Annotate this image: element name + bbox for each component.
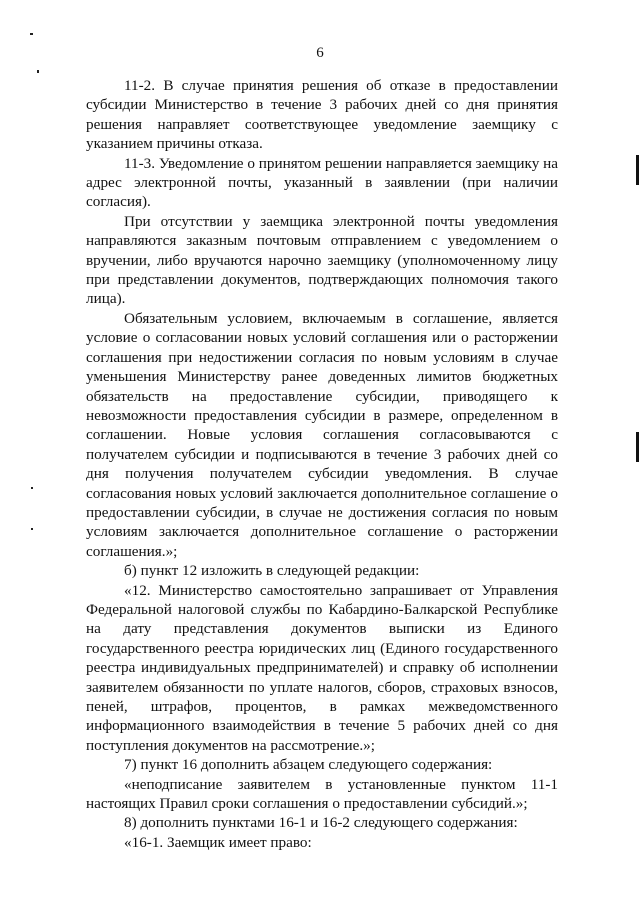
body-text xyxy=(86,76,558,852)
paragraph: 7) пункт 16 дополнить абзацем следующего содержания: xyxy=(124,756,493,774)
paragraph: Обязательным условием, включаемым в соглашение, является условие о согласовании новых условий соглашения или о расторжении соглашения при недостижении согласия по новым условиям в случае уменьшения Министерству ранее доведенных лимитов бюджетных обязательств на предоставление субсидии, приводящего к невозможности предоставления субсидии в размере, определенном в соглашении. Новые условия соглашения согласовываются с получателем субсидии и подписываются в течение 3 рабочих дней со дня получения получателем субсидии уведомления. В случае согласования новых условий заключается дополнительное соглашение о предоставлении субсидии, в случае не достижения согласия по новым условиям заключается дополнительное соглашение о расторжении соглашения.»; xyxy=(86,309,558,560)
scan-mark xyxy=(30,33,33,35)
paragraph: «неподписание заявителем в установленные пунктом 11-1 настоящих Правил сроки соглашения о предоставлении субсидий.»; xyxy=(86,775,558,813)
paragraph: 11-3. Уведомление о принятом решении направляется заемщику на адрес электронной почты, указанный в заявлении (при наличии согласия). xyxy=(86,154,558,211)
edge-bar xyxy=(636,432,639,462)
paragraph: «12. Министерство самостоятельно запрашивает от Управления Федеральной налоговой службы по Кабардино-Балкарской Республике на дату представления документов выписки из Единого государственного реестра юридических лиц (Единого государственного реестра индивидуальных предпринимателей) и справку об исполнении заявителем обязанности по уплате налогов, сборов, страховых взносов, пеней, штрафов, процентов, в рамках межведомственного информационного взаимодействия в течение 5 рабочих дней со дня поступления документов на рассмотрение.»; xyxy=(86,581,558,754)
scan-mark xyxy=(37,70,39,73)
paragraph: 8) дополнить пунктами 16-1 и 16-2 следующего содержания: xyxy=(124,814,518,832)
paragraph: При отсутствии у заемщика электронной почты уведомления направляются заказным почтовым отправлением с уведомлением о вручении, либо вручаются нарочно заемщику (уполномоченному лицу при представлении документов, подтверждающих полномочия такого лица). xyxy=(86,212,558,308)
paragraph: 11-2. В случае принятия решения об отказе в предоставлении субсидии Министерство в течение 3 рабочих дней со дня принятия решения направляет соответствующее уведомление заемщику с указанием причины отказа. xyxy=(86,77,558,153)
page-number: 6 xyxy=(316,45,324,61)
edge-bar xyxy=(636,155,639,185)
paragraph: б) пункт 12 изложить в следующей редакции: xyxy=(124,562,420,580)
scan-mark xyxy=(31,487,33,489)
scan-mark xyxy=(31,528,33,530)
paragraph: «16-1. Заемщик имеет право: xyxy=(124,833,312,851)
